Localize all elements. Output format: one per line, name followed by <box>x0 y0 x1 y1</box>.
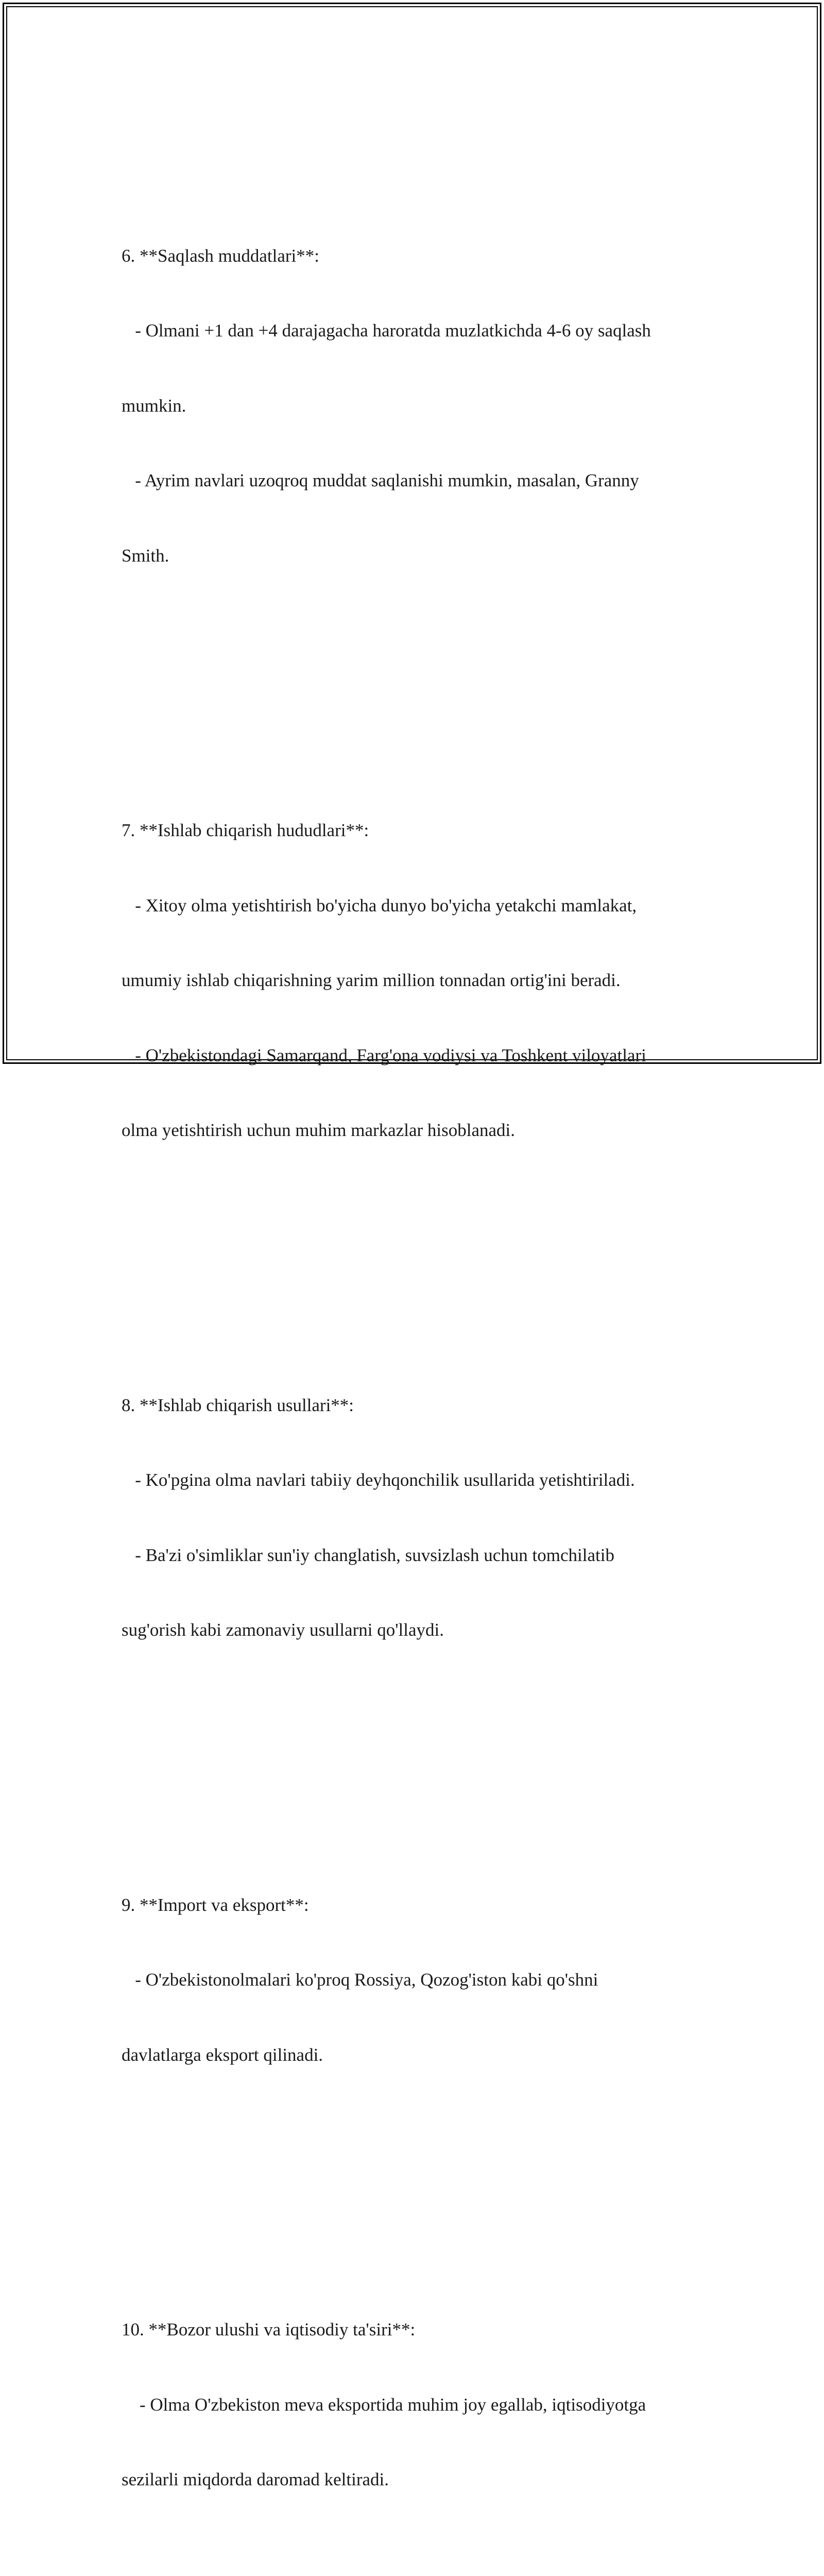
section-line: - O'zbekistondagi Samarqand, Farg'ona vodiysi va Toshkent viloyatlari <box>122 1045 646 1065</box>
section-heading: 8. **Ishlab chiqarish usullari**: <box>122 1395 354 1415</box>
section-line: - O'zbekistonolmalari ko'proq Rossiya, Qozog'iston kabi qo'shni <box>122 1970 598 1990</box>
section-line: - Xitoy olma yetishtirish bo'yicha dunyo bo'yicha yetakchi mamlakat, <box>122 895 637 916</box>
section-production-methods <box>122 1343 693 1693</box>
section-line: mumkin. <box>122 395 186 416</box>
section-heading: 9. **Import va eksport**: <box>122 1894 309 1915</box>
section-import-export <box>122 1843 693 2118</box>
paragraph-gap <box>122 1743 693 1768</box>
paragraph-gap <box>122 2167 693 2193</box>
section-line: sezilarli miqdorda daromad keltiradi. <box>122 2469 389 2489</box>
section-heading: 6. **Saqlash muddatlari**: <box>122 245 319 266</box>
paragraph-gap <box>122 668 693 693</box>
section-production-regions <box>122 768 693 1193</box>
section-line: davlatlarga eksport qilinadi. <box>122 2044 323 2065</box>
section-heading: 7. **Ishlab chiqarish hududlari**: <box>122 820 369 840</box>
section-line: Smith. <box>122 545 169 566</box>
section-line: olma yetishtirish uchun muhim markazlar hisoblanadi. <box>122 1120 516 1140</box>
document-body <box>122 118 693 2576</box>
section-line: - Ayrim navlari uzoqroq muddat saqlanishi mumkin, masalan, Granny <box>122 470 639 490</box>
section-heading: 10. **Bozor ulushi va iqtisodiy ta'siri**: <box>122 2319 416 2340</box>
section-line: - Ko'pgina olma navlari tabiiy deyhqonchilik usullarida yetishtiriladi. <box>122 1470 635 1490</box>
section-line: - Olma O'zbekiston meva eksportida muhim joy egallab, iqtisodiyotga <box>122 2394 646 2415</box>
section-market-share <box>122 2267 693 2543</box>
section-line: - Olmani +1 dan +4 darajagacha haroratda muzlatkichda 4-6 oy saqlash <box>122 320 651 341</box>
section-line: umumiy ishlab chiqarishning yarim million tonnadan ortig'ini beradi. <box>122 970 621 990</box>
section-line: - Ba'zi o'simliklar sun'iy changlatish, suvsizlash uchun tomchilatib <box>122 1545 614 1565</box>
section-line: sug'orish kabi zamonaviy usullarni qo'llaydi. <box>122 1620 444 1640</box>
paragraph-gap <box>122 1243 693 1268</box>
section-storage <box>122 194 693 619</box>
